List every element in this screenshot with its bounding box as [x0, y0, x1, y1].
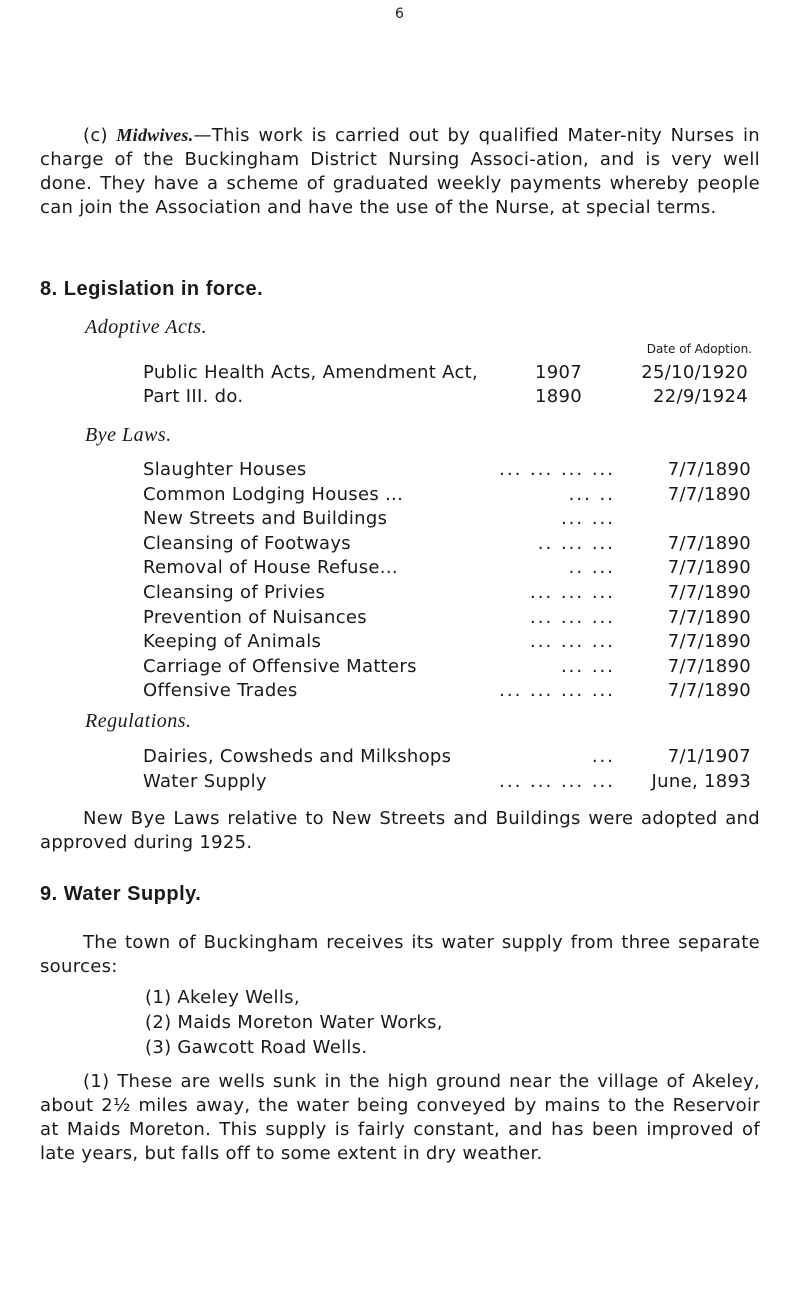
bye-law-row	[143, 656, 751, 680]
bye-law-row	[143, 680, 751, 704]
row-label: Common Lodging Houses ...	[143, 483, 404, 505]
row-leader-dots: ... ... ... ...	[499, 680, 615, 702]
row-date: 7/7/1890	[667, 483, 751, 505]
midwives-text: —This work is carried out by qualified Mater-nity Nurses in charge of the Buckingham District Nursing Associ-ation, and is very well done. They have a scheme of graduated weekly payments whereby people can join the Association and have the use of the Nurse, at special terms.	[40, 125, 760, 218]
bye-law-row	[143, 508, 751, 532]
row-label: New Streets and Buildings	[143, 508, 388, 530]
row-label: Removal of House Refuse...	[143, 557, 398, 579]
row-label: Keeping of Animals	[143, 631, 322, 653]
row-label: Carriage of Offensive Matters	[143, 655, 417, 677]
bye-law-row	[143, 582, 751, 606]
row-leader-dots: ... ... ... ...	[499, 459, 615, 480]
row-leader-dots: ... ... ...	[530, 631, 615, 653]
bye-law-row	[143, 484, 751, 508]
water-akeley-paragraph: (1) These are wells sunk in the high ground near the village of Akeley, about 2½ miles away, the water being conveyed by mains to the Reservoir at Maids Moreton. This supply is fairly constant, and has been improved of late years, but falls off to some extent in dry weather.	[40, 1071, 760, 1164]
bye-law-row	[143, 533, 751, 557]
page-number: 6	[395, 6, 405, 22]
row-date: 7/7/1890	[667, 655, 751, 677]
row-date: 7/7/1890	[667, 631, 751, 653]
regulations-label: Regulations.	[85, 710, 192, 732]
row-label: Cleansing of Privies	[143, 582, 326, 603]
adoptive-row: Public Health Acts, Amendment Act, 1907 25/10/1920	[143, 362, 748, 383]
adoptive-acts-label: Adoptive Acts.	[85, 316, 208, 338]
row-date: 7/1/1907	[667, 746, 751, 767]
row-leader-dots: ...	[591, 746, 615, 767]
section-heading-legislation: 8. Legislation in force.	[40, 278, 264, 300]
row-date: 7/7/1890	[667, 680, 751, 702]
water-source-item: (3) Gawcott Road Wells.	[145, 1037, 368, 1058]
midwives-label: Midwives.	[116, 125, 194, 145]
water-source-item: (1) Akeley Wells,	[145, 987, 300, 1008]
water-source-item: (2) Maids Moreton Water Works,	[145, 1012, 443, 1033]
row-date: 7/7/1890	[667, 557, 751, 579]
row-date: 7/7/1890	[667, 459, 751, 480]
row-leader-dots: ... ...	[560, 655, 615, 677]
row-date: 7/7/1890	[667, 582, 751, 603]
row-leader-dots: ... ... ...	[530, 582, 615, 603]
row-date: June, 1893	[651, 770, 751, 792]
adoptive-row: Part III. do. 1890 22/9/1924	[143, 386, 748, 407]
row-leader-dots: ... ..	[568, 483, 615, 505]
regulation-row	[143, 771, 751, 795]
row-label: Water Supply	[143, 770, 267, 792]
row-date: 7/7/1890	[667, 606, 751, 628]
row-leader-dots: ... ... ... ...	[499, 770, 615, 792]
date-of-adoption-header: Date of Adoption.	[646, 342, 752, 356]
row-label: Dairies, Cowsheds and Milkshops	[143, 746, 452, 767]
water-intro: The town of Buckingham receives its water supply from three separate sources:	[40, 932, 760, 977]
row-label: Slaughter Houses	[143, 459, 307, 480]
bye-laws-note: New Bye Laws relative to New Streets and Buildings were adopted and approved during 1925.	[40, 808, 760, 853]
row-label: Cleansing of Footways	[143, 532, 351, 554]
row-leader-dots: ... ... ...	[530, 606, 615, 628]
regulation-row	[143, 746, 751, 770]
bye-law-row	[143, 459, 751, 483]
bye-law-row	[143, 631, 751, 655]
section-heading-water-supply: 9. Water Supply.	[40, 883, 202, 905]
row-label: Offensive Trades	[143, 680, 298, 702]
bye-law-row	[143, 607, 751, 631]
row-leader-dots: .. ...	[568, 557, 615, 579]
row-leader-dots: .. ... ...	[537, 532, 615, 554]
bye-law-row	[143, 557, 751, 581]
midwives-prefix: (c)	[83, 125, 117, 146]
row-date: 7/7/1890	[667, 532, 751, 554]
midwives-paragraph	[40, 123, 760, 220]
row-label: Prevention of Nuisances	[143, 606, 367, 628]
row-leader-dots: ... ...	[560, 508, 615, 530]
bye-laws-label: Bye Laws.	[85, 424, 172, 446]
